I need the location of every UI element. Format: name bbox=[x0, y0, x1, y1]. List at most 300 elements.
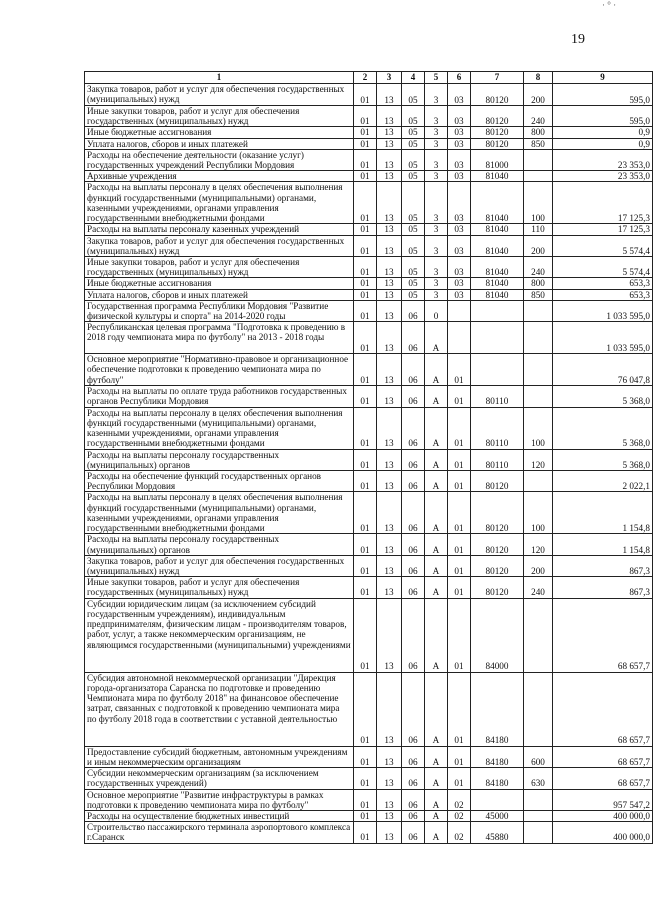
amount-cell: 23 353,0 bbox=[553, 171, 653, 182]
code-cell-c5: А bbox=[425, 789, 448, 810]
code-cell-c4: 06 bbox=[402, 449, 425, 470]
code-cell-c5: 3 bbox=[425, 182, 448, 224]
code-cell-c8 bbox=[524, 672, 553, 746]
expense-name-cell: Субсидия автономной некоммерческой организации "Дирекция города-организатора Саранска по подготовке и проведению Чемпионата мира по футболу 2018" на финансовое обеспечение затрат, связанных с подготовкой к проведению чемпионата мира по футболу 2018 года в соответствии с уставной деятельностью bbox=[85, 672, 354, 746]
code-cell-c8: 200 bbox=[524, 235, 553, 256]
expense-name-cell: Уплата налогов, сборов и иных платежей bbox=[85, 138, 354, 149]
code-cell-c4: 06 bbox=[402, 492, 425, 534]
table-body bbox=[85, 84, 653, 844]
code-cell-c4: 06 bbox=[402, 555, 425, 576]
code-cell-c6: 02 bbox=[448, 822, 471, 843]
code-cell-c6: 01 bbox=[448, 534, 471, 555]
code-cell-c4: 05 bbox=[402, 138, 425, 149]
code-cell-c8 bbox=[524, 300, 553, 321]
code-cell-c6: 01 bbox=[448, 577, 471, 598]
code-cell-c8: 600 bbox=[524, 746, 553, 767]
code-cell-c6: 01 bbox=[448, 407, 471, 449]
table-row bbox=[85, 386, 653, 407]
table-row bbox=[85, 235, 653, 256]
code-cell-c2: 01 bbox=[354, 322, 377, 354]
amount-cell: 867,3 bbox=[553, 577, 653, 598]
code-cell-c5: А bbox=[425, 354, 448, 386]
column-header: 5 bbox=[425, 72, 448, 84]
code-cell-c3: 13 bbox=[377, 182, 402, 224]
table-row bbox=[85, 300, 653, 321]
code-cell-c7: 45880 bbox=[471, 822, 524, 843]
table-row bbox=[85, 746, 653, 767]
code-cell-c7: 80110 bbox=[471, 449, 524, 470]
expense-name-cell: Расходы на выплаты персоналу в целях обеспечения выполнения функций государственными (муниципальными) органами, казенными учреждениями, органами управления государственными внебюджетными фондами bbox=[85, 182, 354, 224]
expense-name-cell: Расходы на обеспечение деятельности (оказание услуг) государственных учреждений Республики Мордовия bbox=[85, 149, 354, 170]
code-cell-c2: 01 bbox=[354, 555, 377, 576]
code-cell-c3: 13 bbox=[377, 672, 402, 746]
code-cell-c6: 03 bbox=[448, 84, 471, 106]
expense-name-cell: Расходы на выплаты по оплате труда работников государственных органов Республики Мордовия bbox=[85, 386, 354, 407]
table-row bbox=[85, 278, 653, 289]
code-cell-c3: 13 bbox=[377, 768, 402, 789]
code-cell-c4: 06 bbox=[402, 322, 425, 354]
expense-name-cell: Субсидии юридическим лицам (за исключением субсидий государственным учреждениям), индивидуальным предпринимателям, физическим лицам - производителям товаров, работ, услуг, а также некоммерческим организациям, не являющимся государственными (муниципальными) учреждениями bbox=[85, 598, 354, 672]
code-cell-c7: 80120 bbox=[471, 471, 524, 492]
code-cell-c3: 13 bbox=[377, 810, 402, 821]
code-cell-c5: 3 bbox=[425, 138, 448, 149]
code-cell-c5: 3 bbox=[425, 224, 448, 235]
code-cell-c8: 200 bbox=[524, 84, 553, 106]
code-cell-c3: 13 bbox=[377, 822, 402, 843]
column-header: 7 bbox=[471, 72, 524, 84]
code-cell-c5: А bbox=[425, 768, 448, 789]
code-cell-c6: 03 bbox=[448, 182, 471, 224]
code-cell-c4: 06 bbox=[402, 407, 425, 449]
table-row bbox=[85, 171, 653, 182]
code-cell-c8: 100 bbox=[524, 182, 553, 224]
amount-cell: 5 368,0 bbox=[553, 449, 653, 470]
code-cell-c6: 02 bbox=[448, 789, 471, 810]
code-cell-c7: 84180 bbox=[471, 672, 524, 746]
code-cell-c7: 80120 bbox=[471, 492, 524, 534]
code-cell-c7 bbox=[471, 789, 524, 810]
code-cell-c3: 13 bbox=[377, 492, 402, 534]
amount-cell: 653,3 bbox=[553, 278, 653, 289]
code-cell-c4: 06 bbox=[402, 354, 425, 386]
code-cell-c4: 05 bbox=[402, 224, 425, 235]
amount-cell: 653,3 bbox=[553, 289, 653, 300]
amount-cell: 17 125,3 bbox=[553, 224, 653, 235]
code-cell-c4: 05 bbox=[402, 182, 425, 224]
code-cell-c5: 3 bbox=[425, 171, 448, 182]
expense-name-cell: Закупка товаров, работ и услуг для обеспечения государственных (муниципальных) нужд bbox=[85, 555, 354, 576]
code-cell-c5: 3 bbox=[425, 84, 448, 106]
code-cell-c5: А bbox=[425, 322, 448, 354]
code-cell-c3: 13 bbox=[377, 407, 402, 449]
amount-cell: 867,3 bbox=[553, 555, 653, 576]
code-cell-c6: 01 bbox=[448, 492, 471, 534]
expense-name-cell: Расходы на выплаты персоналу в целях обеспечения выполнения функций государственными (муниципальными) органами, казенными учреждениями, органами управления государственными внебюджетными фондами bbox=[85, 407, 354, 449]
code-cell-c5: А bbox=[425, 386, 448, 407]
code-cell-c5: А bbox=[425, 598, 448, 672]
code-cell-c2: 01 bbox=[354, 577, 377, 598]
code-cell-c7 bbox=[471, 300, 524, 321]
code-cell-c2: 01 bbox=[354, 289, 377, 300]
amount-cell: 5 574,4 bbox=[553, 235, 653, 256]
code-cell-c4: 05 bbox=[402, 235, 425, 256]
code-cell-c8: 120 bbox=[524, 534, 553, 555]
code-cell-c7: 45000 bbox=[471, 810, 524, 821]
code-cell-c3: 13 bbox=[377, 84, 402, 106]
code-cell-c8: 240 bbox=[524, 106, 553, 127]
code-cell-c4: 05 bbox=[402, 278, 425, 289]
expense-name-cell: Закупка товаров, работ и услуг для обеспечения государственных (муниципальных) нужд bbox=[85, 235, 354, 256]
code-cell-c8: 110 bbox=[524, 224, 553, 235]
code-cell-c6: 03 bbox=[448, 224, 471, 235]
code-cell-c4: 06 bbox=[402, 534, 425, 555]
expense-name-cell: Расходы на выплаты персоналу казенных учреждений bbox=[85, 224, 354, 235]
code-cell-c8: 630 bbox=[524, 768, 553, 789]
column-header: 6 bbox=[448, 72, 471, 84]
code-cell-c2: 01 bbox=[354, 810, 377, 821]
expense-name-cell: Государственная программа Республики Мордовия "Развитие физической культуры и спорта" на 2014-2020 годы bbox=[85, 300, 354, 321]
code-cell-c3: 13 bbox=[377, 598, 402, 672]
code-cell-c6: 03 bbox=[448, 149, 471, 170]
code-cell-c4: 05 bbox=[402, 106, 425, 127]
code-cell-c7: 81040 bbox=[471, 171, 524, 182]
code-cell-c7: 84000 bbox=[471, 598, 524, 672]
code-cell-c5: А bbox=[425, 746, 448, 767]
code-cell-c6: 03 bbox=[448, 171, 471, 182]
code-cell-c2: 01 bbox=[354, 278, 377, 289]
code-cell-c2: 01 bbox=[354, 534, 377, 555]
code-cell-c5: 3 bbox=[425, 106, 448, 127]
code-cell-c8: 240 bbox=[524, 257, 553, 278]
code-cell-c4: 05 bbox=[402, 84, 425, 106]
table-row bbox=[85, 492, 653, 534]
table-row bbox=[85, 322, 653, 354]
amount-cell: 2 022,1 bbox=[553, 471, 653, 492]
code-cell-c4: 06 bbox=[402, 672, 425, 746]
amount-cell: 1 033 595,0 bbox=[553, 322, 653, 354]
expense-name-cell: Республиканская целевая программа "Подготовка к проведению в 2018 году чемпионата мира по футболу" на 2013 - 2018 годы bbox=[85, 322, 354, 354]
code-cell-c8: 200 bbox=[524, 555, 553, 576]
amount-cell: 595,0 bbox=[553, 84, 653, 106]
code-cell-c2: 01 bbox=[354, 768, 377, 789]
code-cell-c7: 80120 bbox=[471, 534, 524, 555]
code-cell-c6 bbox=[448, 300, 471, 321]
code-cell-c2: 01 bbox=[354, 224, 377, 235]
code-cell-c6: 02 bbox=[448, 810, 471, 821]
code-cell-c6: 01 bbox=[448, 449, 471, 470]
code-cell-c6: 01 bbox=[448, 354, 471, 386]
code-cell-c6: 01 bbox=[448, 386, 471, 407]
amount-cell: 68 657,7 bbox=[553, 598, 653, 672]
expense-name-cell: Основное мероприятие "Развитие инфраструктуры в рамках подготовки к проведению чемпионата мира по футболу" bbox=[85, 789, 354, 810]
code-cell-c7: 81040 bbox=[471, 182, 524, 224]
code-cell-c5: А bbox=[425, 492, 448, 534]
code-cell-c4: 06 bbox=[402, 789, 425, 810]
expense-name-cell: Уплата налогов, сборов и иных платежей bbox=[85, 289, 354, 300]
code-cell-c5: А bbox=[425, 534, 448, 555]
table-row bbox=[85, 768, 653, 789]
code-cell-c2: 01 bbox=[354, 300, 377, 321]
code-cell-c6: 03 bbox=[448, 257, 471, 278]
column-header: 2 bbox=[354, 72, 377, 84]
code-cell-c8 bbox=[524, 171, 553, 182]
code-cell-c3: 13 bbox=[377, 746, 402, 767]
code-cell-c4: 05 bbox=[402, 257, 425, 278]
amount-cell: 5 368,0 bbox=[553, 386, 653, 407]
table-row bbox=[85, 471, 653, 492]
code-cell-c4: 05 bbox=[402, 171, 425, 182]
expense-name-cell: Иные бюджетные ассигнования bbox=[85, 127, 354, 138]
code-cell-c8 bbox=[524, 810, 553, 821]
code-cell-c5: 3 bbox=[425, 149, 448, 170]
code-cell-c5: 3 bbox=[425, 257, 448, 278]
amount-cell: 1 154,8 bbox=[553, 492, 653, 534]
code-cell-c8: 100 bbox=[524, 407, 553, 449]
code-cell-c4: 06 bbox=[402, 386, 425, 407]
table-row bbox=[85, 449, 653, 470]
code-cell-c3: 13 bbox=[377, 106, 402, 127]
expense-name-cell: Архивные учреждения bbox=[85, 171, 354, 182]
table-row bbox=[85, 127, 653, 138]
code-cell-c7: 80110 bbox=[471, 386, 524, 407]
code-cell-c6: 03 bbox=[448, 278, 471, 289]
code-cell-c3: 13 bbox=[377, 278, 402, 289]
code-cell-c4: 06 bbox=[402, 300, 425, 321]
code-cell-c6: 01 bbox=[448, 746, 471, 767]
page-number: 19 bbox=[571, 32, 585, 47]
code-cell-c3: 13 bbox=[377, 138, 402, 149]
code-cell-c3: 13 bbox=[377, 171, 402, 182]
code-cell-c4: 06 bbox=[402, 768, 425, 789]
code-cell-c3: 13 bbox=[377, 534, 402, 555]
code-cell-c7: 84180 bbox=[471, 768, 524, 789]
code-cell-c2: 01 bbox=[354, 492, 377, 534]
amount-cell: 5 368,0 bbox=[553, 407, 653, 449]
amount-cell: 1 154,8 bbox=[553, 534, 653, 555]
code-cell-c8 bbox=[524, 822, 553, 843]
expense-name-cell: Расходы на выплаты персоналу государственных (муниципальных) органов bbox=[85, 534, 354, 555]
table-row bbox=[85, 555, 653, 576]
code-cell-c5: 0 bbox=[425, 300, 448, 321]
code-cell-c2: 01 bbox=[354, 471, 377, 492]
code-cell-c7 bbox=[471, 354, 524, 386]
code-cell-c5: А bbox=[425, 407, 448, 449]
expense-name-cell: Иные закупки товаров, работ и услуг для обеспечения государственных (муниципальных) нужд bbox=[85, 257, 354, 278]
code-cell-c2: 01 bbox=[354, 598, 377, 672]
expense-name-cell: Закупка товаров, работ и услуг для обеспечения государственных (муниципальных) нужд bbox=[85, 84, 354, 106]
table-row bbox=[85, 789, 653, 810]
table-row bbox=[85, 577, 653, 598]
amount-cell: 5 574,4 bbox=[553, 257, 653, 278]
table-row bbox=[85, 810, 653, 821]
code-cell-c4: 06 bbox=[402, 598, 425, 672]
code-cell-c3: 13 bbox=[377, 289, 402, 300]
column-header: 3 bbox=[377, 72, 402, 84]
code-cell-c5: А bbox=[425, 555, 448, 576]
code-cell-c5: А bbox=[425, 822, 448, 843]
code-cell-c6: 03 bbox=[448, 138, 471, 149]
code-cell-c2: 01 bbox=[354, 149, 377, 170]
code-cell-c6: 03 bbox=[448, 106, 471, 127]
code-cell-c3: 13 bbox=[377, 257, 402, 278]
code-cell-c4: 06 bbox=[402, 471, 425, 492]
code-cell-c7: 80120 bbox=[471, 138, 524, 149]
code-cell-c7: 81040 bbox=[471, 235, 524, 256]
code-cell-c5: 3 bbox=[425, 278, 448, 289]
code-cell-c3: 13 bbox=[377, 127, 402, 138]
expense-name-cell: Иные бюджетные ассигнования bbox=[85, 278, 354, 289]
expense-name-cell: Субсидии некоммерческим организациям (за исключением государственных учреждений) bbox=[85, 768, 354, 789]
code-cell-c5: А bbox=[425, 449, 448, 470]
code-cell-c3: 13 bbox=[377, 149, 402, 170]
code-cell-c4: 06 bbox=[402, 577, 425, 598]
code-cell-c5: 3 bbox=[425, 289, 448, 300]
code-cell-c7: 81040 bbox=[471, 289, 524, 300]
code-cell-c2: 01 bbox=[354, 84, 377, 106]
code-cell-c4: 06 bbox=[402, 746, 425, 767]
amount-cell: 17 125,3 bbox=[553, 182, 653, 224]
code-cell-c2: 01 bbox=[354, 672, 377, 746]
code-cell-c2: 01 bbox=[354, 822, 377, 843]
table-row bbox=[85, 224, 653, 235]
amount-cell: 400 000,0 bbox=[553, 810, 653, 821]
column-header: 4 bbox=[402, 72, 425, 84]
code-cell-c8 bbox=[524, 598, 553, 672]
code-cell-c8: 100 bbox=[524, 492, 553, 534]
code-cell-c6: 01 bbox=[448, 598, 471, 672]
amount-cell: 0,9 bbox=[553, 127, 653, 138]
code-cell-c4: 05 bbox=[402, 127, 425, 138]
table-row bbox=[85, 106, 653, 127]
code-cell-c7: 84180 bbox=[471, 746, 524, 767]
code-cell-c3: 13 bbox=[377, 300, 402, 321]
code-cell-c7: 80120 bbox=[471, 577, 524, 598]
code-cell-c2: 01 bbox=[354, 127, 377, 138]
code-cell-c7: 81040 bbox=[471, 278, 524, 289]
expense-name-cell: Основное мероприятие "Нормативно-правовое и организационное обеспечение подготовки к проведению чемпионата мира по футболу" bbox=[85, 354, 354, 386]
amount-cell: 400 000,0 bbox=[553, 822, 653, 843]
code-cell-c2: 01 bbox=[354, 746, 377, 767]
expense-name-cell: Расходы на выплаты персоналу в целях обеспечения выполнения функций государственными (муниципальными) органами, казенными учреждениями, органами управления государственными внебюджетными фондами bbox=[85, 492, 354, 534]
code-cell-c8: 240 bbox=[524, 577, 553, 598]
code-cell-c8: 800 bbox=[524, 278, 553, 289]
code-cell-c3: 13 bbox=[377, 449, 402, 470]
code-cell-c7: 81000 bbox=[471, 149, 524, 170]
code-cell-c6: 01 bbox=[448, 555, 471, 576]
table-row bbox=[85, 672, 653, 746]
code-cell-c7: 81040 bbox=[471, 257, 524, 278]
code-cell-c2: 01 bbox=[354, 386, 377, 407]
code-cell-c3: 13 bbox=[377, 354, 402, 386]
amount-cell: 76 047,8 bbox=[553, 354, 653, 386]
amount-cell: 68 657,7 bbox=[553, 672, 653, 746]
code-cell-c6: 03 bbox=[448, 289, 471, 300]
amount-cell: 1 033 595,0 bbox=[553, 300, 653, 321]
expense-name-cell: Расходы на обеспечение функций государственных органов Республики Мордовия bbox=[85, 471, 354, 492]
code-cell-c6: 01 bbox=[448, 672, 471, 746]
code-cell-c7: 80120 bbox=[471, 127, 524, 138]
code-cell-c5: А bbox=[425, 577, 448, 598]
code-cell-c2: 01 bbox=[354, 257, 377, 278]
code-cell-c3: 13 bbox=[377, 386, 402, 407]
code-cell-c3: 13 bbox=[377, 322, 402, 354]
code-cell-c8 bbox=[524, 386, 553, 407]
table-row bbox=[85, 138, 653, 149]
code-cell-c5: 3 bbox=[425, 235, 448, 256]
code-cell-c6: 03 bbox=[448, 127, 471, 138]
code-cell-c2: 01 bbox=[354, 235, 377, 256]
amount-cell: 68 657,7 bbox=[553, 746, 653, 767]
table-row bbox=[85, 84, 653, 106]
code-cell-c7: 80120 bbox=[471, 106, 524, 127]
code-cell-c7: 80120 bbox=[471, 84, 524, 106]
table-row bbox=[85, 182, 653, 224]
code-cell-c8: 120 bbox=[524, 449, 553, 470]
expense-name-cell: Иные закупки товаров, работ и услуг для обеспечения государственных (муниципальных) нужд bbox=[85, 106, 354, 127]
budget-table bbox=[84, 71, 653, 844]
amount-cell: 0,9 bbox=[553, 138, 653, 149]
code-cell-c8: 800 bbox=[524, 127, 553, 138]
table-row bbox=[85, 289, 653, 300]
code-cell-c2: 01 bbox=[354, 789, 377, 810]
code-cell-c4: 06 bbox=[402, 810, 425, 821]
table-row bbox=[85, 598, 653, 672]
column-header: 8 bbox=[524, 72, 553, 84]
expense-name-cell: Предоставление субсидий бюджетным, автономным учреждениям и иным некоммерческим организациям bbox=[85, 746, 354, 767]
expense-name-cell: Расходы на осуществление бюджетных инвестиций bbox=[85, 810, 354, 821]
code-cell-c4: 05 bbox=[402, 149, 425, 170]
code-cell-c8 bbox=[524, 354, 553, 386]
code-cell-c3: 13 bbox=[377, 235, 402, 256]
code-cell-c2: 01 bbox=[354, 407, 377, 449]
column-header: 9 bbox=[553, 72, 653, 84]
code-cell-c2: 01 bbox=[354, 138, 377, 149]
table-row bbox=[85, 354, 653, 386]
code-cell-c6: 03 bbox=[448, 235, 471, 256]
code-cell-c2: 01 bbox=[354, 449, 377, 470]
code-cell-c5: А bbox=[425, 810, 448, 821]
column-header: 1 bbox=[85, 72, 354, 84]
amount-cell: 23 353,0 bbox=[553, 149, 653, 170]
code-cell-c5: А bbox=[425, 672, 448, 746]
code-cell-c8 bbox=[524, 322, 553, 354]
code-cell-c3: 13 bbox=[377, 577, 402, 598]
code-cell-c8 bbox=[524, 789, 553, 810]
code-cell-c5: А bbox=[425, 471, 448, 492]
table-row bbox=[85, 407, 653, 449]
code-cell-c8 bbox=[524, 149, 553, 170]
code-cell-c8 bbox=[524, 471, 553, 492]
code-cell-c6: 01 bbox=[448, 471, 471, 492]
code-cell-c7 bbox=[471, 322, 524, 354]
code-cell-c6: 01 bbox=[448, 768, 471, 789]
expense-name-cell: Строительство пассажирского терминала аэропортового комплекса г.Саранск bbox=[85, 822, 354, 843]
code-cell-c8: 850 bbox=[524, 289, 553, 300]
corner-mark: · ° · bbox=[602, 0, 617, 10]
code-cell-c3: 13 bbox=[377, 471, 402, 492]
code-cell-c3: 13 bbox=[377, 224, 402, 235]
code-cell-c3: 13 bbox=[377, 555, 402, 576]
code-cell-c8: 850 bbox=[524, 138, 553, 149]
code-cell-c4: 06 bbox=[402, 822, 425, 843]
code-cell-c7: 81040 bbox=[471, 224, 524, 235]
amount-cell: 957 547,2 bbox=[553, 789, 653, 810]
expense-name-cell: Иные закупки товаров, работ и услуг для обеспечения государственных (муниципальных) нужд bbox=[85, 577, 354, 598]
table-row bbox=[85, 257, 653, 278]
header-row bbox=[85, 72, 653, 84]
table-row bbox=[85, 534, 653, 555]
expense-name-cell: Расходы на выплаты персоналу государственных (муниципальных) органов bbox=[85, 449, 354, 470]
